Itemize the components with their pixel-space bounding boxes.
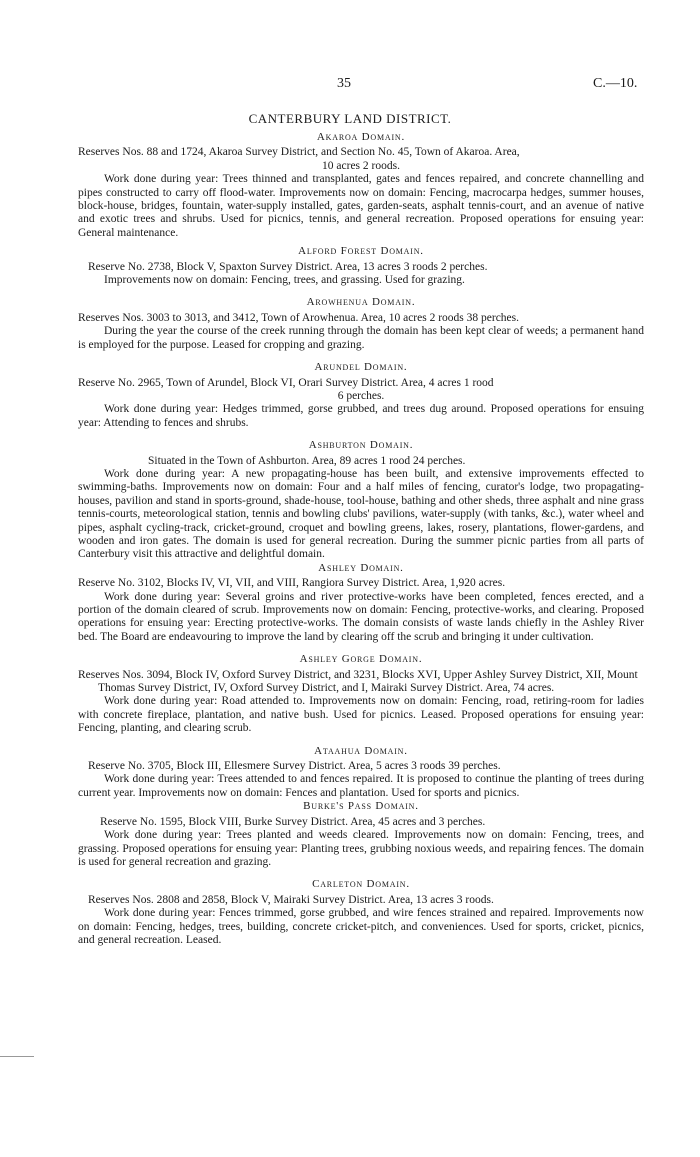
domain-entry-ashley-gorge <box>78 653 644 735</box>
reserve-description: Reserves Nos. 3094, Block IV, Oxford Survey District, and 3231, Blocks XVI, Upper Ashley Survey District, XII, Mount Thomas Survey District, IV, Oxford Survey District, and I, Mairaki Survey District. Area, 74 acres. <box>78 668 638 695</box>
domain-entry-arundel <box>78 361 644 430</box>
reserve-description: Reserves Nos. 3003 to 3013, and 3412, Town of Arowhenua. Area, 10 acres 2 roods 38 perches. <box>78 311 520 324</box>
domain-name: Arundel Domain. <box>314 361 408 374</box>
reserve-description: Reserves Nos. 2808 and 2858, Block V, Mairaki Survey District. Area, 13 acres 3 roods. <box>88 893 494 906</box>
reserve-description: Reserve No. 2965, Town of Arundel, Block VI, Orari Survey District. Area, 4 acres 1 rood <box>78 376 494 389</box>
page-number: 35 <box>337 76 351 91</box>
reserve-description: Reserve No. 3705, Block III, Ellesmere Survey District. Area, 5 acres 3 roods 39 perches. <box>88 760 501 773</box>
domain-entry-ashburton <box>78 439 644 562</box>
domain-name: Ashley Gorge Domain. <box>299 653 423 666</box>
domain-paragraph: Work done during year: Hedges trimmed, gorse grubbed, and trees dug around. Proposed operations for ensuing year: Attending to fences and shrubs. <box>78 403 644 429</box>
reserve-description: Situated in the Town of Ashburton. Area, 89 acres 1 rood 24 perches. <box>148 454 466 467</box>
domain-name: Akaroa Domain. <box>316 131 406 143</box>
reserve-description-continued: 6 perches. <box>337 389 385 402</box>
domain-name: Ashley Domain. <box>318 561 404 574</box>
domain-name: Ashburton Domain. <box>308 439 414 452</box>
domain-entry-burkes-pass <box>78 800 644 869</box>
domain-paragraph: Work done during year: Trees thinned and transplanted, gates and fences repaired, and concrete channelling and pipes constructed to carry off flood-water. Improvements now on domain: Fencing, macrocarpa hedges, summer houses, block-house, bridges, fountain, water-supply installed, gates, garden-seats, asphalt tennis-court, and an avenue of native and exotic trees and shrubs. Used for picnics, tennis, and general recreation. Proposed operations for ensuing year: General maintenance. <box>78 173 644 239</box>
domain-paragraph: Work done during year: Trees planted and weeds cleared. Improvements now on domain: Fencing, trees, and grassing. Proposed operations for ensuing year: Planting trees, grubbing noxious weeds, and repairing fences. The domain is used for general recreation and grazing. <box>78 829 644 868</box>
domain-entry-arowhenua <box>78 296 644 352</box>
domain-name: Carleton Domain. <box>312 878 410 891</box>
domain-paragraph: Improvements now on domain: Fencing, trees, and grassing. Used for grazing. <box>104 274 465 287</box>
domain-entry-akaroa <box>78 131 644 240</box>
domain-entry-carleton <box>78 878 644 947</box>
district-title: CANTERBURY LAND DISTRICT. <box>248 111 452 126</box>
domain-name: Arowhenua Domain. <box>306 296 416 309</box>
domain-name: Ataahua Domain. <box>314 744 408 757</box>
domain-entry-ashley <box>78 562 644 644</box>
domain-paragraph: Work done during year: Fences trimmed, gorse grubbed, and wire fences strained and repaired. Improvements now on domain: Fencing, hedges, trees, building, concrete cricket-pitch, and conveniences. Used for sports, cricket, picnics, and general recreation. Leased. <box>78 907 644 946</box>
domain-entry-alford-forest <box>78 245 644 287</box>
reserve-description: Reserves Nos. 88 and 1724, Akaroa Survey District, and Section No. 45, Town of Akaroa. Area, <box>78 146 520 159</box>
domain-paragraph: Work done during year: Trees attended to and fences repaired. It is proposed to continue the planting of trees during current year. Improvements now on domain: Fences and plantation. Used for sports and picnics. <box>78 773 644 799</box>
margin-rule <box>0 1056 34 1057</box>
domain-paragraph: Work done during year: A new propagating-house has been built, and extensive improvements effected to swimming-baths. Improvements now on domain: Four and a half miles of fencing, curator's lodge, two propagating-houses, pavilion and stand in sports-ground, shade-house, tool-house, bathing and other sheds, three asphalt and nine grass tennis-courts, meteorological station, tennis and bowling clubs' pavilions, water-supply (with tanks, &c.), water wheel and pipes, asphalt cycling-track, cricket-ground, croquet and bowling greens, lakes, rosery, plantations, flower-gardens, and wooden and iron gates. The domain is used for general recreation. During the summer picnic parties from all parts of Canterbury visit this attractive and delightful domain. <box>78 467 644 561</box>
domain-name: Alford Forest Domain. <box>298 245 424 258</box>
domain-entry-ataahua <box>78 745 644 801</box>
page-header <box>0 77 700 93</box>
domain-name: Burke's Pass Domain. <box>303 800 419 813</box>
reserve-description-continued: 10 acres 2 roods. <box>322 159 400 172</box>
reserve-description: Reserve No. 2738, Block V, Spaxton Survey District. Area, 13 acres 3 roods 2 perches. <box>88 260 488 273</box>
domain-list <box>78 131 644 947</box>
domain-paragraph: During the year the course of the creek running through the domain has been kept clear of weeds; a permanent hand is employed for the purpose. Leased for cropping and grazing. <box>78 325 644 351</box>
reserve-description: Reserve No. 3102, Blocks IV, VI, VII, and VIII, Rangiora Survey District. Area, 1,920 acres. <box>78 577 506 590</box>
reserve-description: Reserve No. 1595, Block VIII, Burke Survey District. Area, 45 acres and 3 perches. <box>100 815 486 828</box>
document-reference: C.—10. <box>593 76 638 91</box>
domain-paragraph: Work done during year: Several groins and river protective-works have been completed, fences erected, and a portion of the domain cleared of scrub. Improvements now on domain: Fencing, protective-works, and clearing. Proposed operations for ensuing year: Erecting protective-works. The domain consists of waste lands chiefly in the Ashley River bed. The Board are endeavouring to improve the land by clearing off the scrub and bringing it under cultivation. <box>78 590 644 643</box>
domain-paragraph: Work done during year: Road attended to. Improvements now on domain: Fencing, road, retiring-room for ladies with concrete fireplace, plantation, and native bush. Used for picnics. Leased. Proposed operations for ensuing year: Fencing, planting, and clearing scrub. <box>78 695 644 735</box>
